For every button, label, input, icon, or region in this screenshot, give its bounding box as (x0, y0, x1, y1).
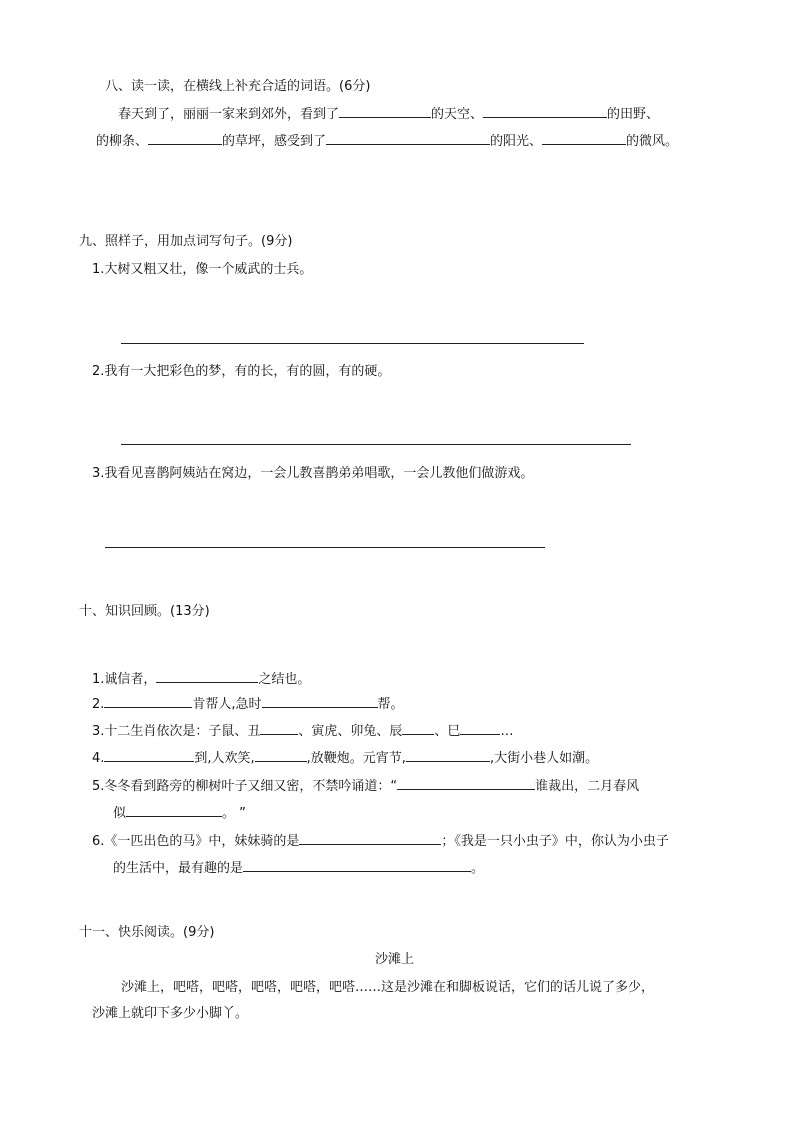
blank-q4a[interactable] (104, 749, 194, 762)
answer-line-q2[interactable] (121, 444, 631, 445)
answer-line-q3[interactable] (105, 547, 545, 548)
blank-lawn[interactable] (148, 132, 222, 145)
blank-q3b[interactable] (402, 722, 434, 735)
answer-line-q1[interactable] (121, 343, 584, 344)
section10-q2: 2. 肯帮人,急时 帮。 (92, 697, 404, 712)
passage-line1: 沙滩上，吧嗒，吧嗒，吧嗒，吧嗒，吧嗒……这是沙滩在和脚板说话，它们的话儿说了多少， (121, 980, 655, 995)
section10-q4: 4. 到,人欢笑, ,放鞭炮。元宵节, ,大街小巷人如潮。 (92, 751, 599, 766)
blank-q2b[interactable] (262, 695, 378, 708)
blank-q2a[interactable] (104, 695, 192, 708)
blank-q4b[interactable] (255, 749, 307, 762)
section9-q1: 1.大树又粗又壮，像一个威武的士兵。 (92, 262, 313, 277)
section9-q3: 3.我看见喜鹊阿姨站在窝边，一会儿教喜鹊弟弟唱歌，一会儿教他们做游戏。 (92, 466, 534, 481)
blank-q6b[interactable] (243, 859, 471, 872)
section9-heading: 九、照样子，用加点词写句子。(9分) (79, 234, 293, 249)
passage-line2: 沙滩上就印下多少小脚丫。 (92, 1006, 249, 1021)
blank-q6a[interactable] (299, 832, 441, 845)
blank-q3a[interactable] (260, 722, 298, 735)
section10-q6-cont: 的生活中，最有趣的是 。 (113, 861, 485, 876)
section8-line1: 春天到了，丽丽一家来到郊外，看到了 的天空、 的田野、 (118, 107, 660, 122)
blank-q4c[interactable] (406, 749, 490, 762)
section10-q1: 1.诚信者， 之结也。 (92, 672, 311, 687)
section8-line2: 的柳条、 的草坪，感受到了 的阳光、 的微风。 (96, 134, 679, 149)
section10-q6: 6.《一匹出色的马》中，妹妹骑的是 ；《我是一只小虫子》中，你认为小虫子 (92, 834, 669, 849)
blank-breeze[interactable] (542, 132, 626, 145)
section10-q3: 3.十二生肖依次是：子鼠、丑 、寅虎、卯兔、辰 、巳 … (92, 724, 514, 739)
section9-q2: 2.我有一大把彩色的梦，有的长，有的圆，有的硬。 (92, 364, 391, 379)
blank-q3c[interactable] (460, 722, 500, 735)
blank-q1[interactable] (156, 670, 258, 683)
section10-q5-cont: 似 。 ” (113, 806, 246, 821)
blank-q5b[interactable] (126, 804, 222, 817)
section11-heading: 十一、快乐阅读。(9分) (79, 925, 215, 940)
blank-sunshine[interactable] (326, 132, 490, 145)
blank-q5a[interactable] (397, 777, 535, 790)
passage-title: 沙滩上 (375, 952, 415, 967)
section8-heading: 八、读一读，在横线上补充合适的词语。(6分) (105, 79, 371, 94)
blank-sky[interactable] (339, 105, 431, 118)
section10-heading: 十、知识回顾。(13分) (79, 604, 210, 619)
blank-field[interactable] (483, 105, 607, 118)
section10-q5: 5.冬冬看到路旁的柳树叶子又细又密，不禁吟诵道：“ 谁裁出，二月春风 (92, 779, 640, 794)
